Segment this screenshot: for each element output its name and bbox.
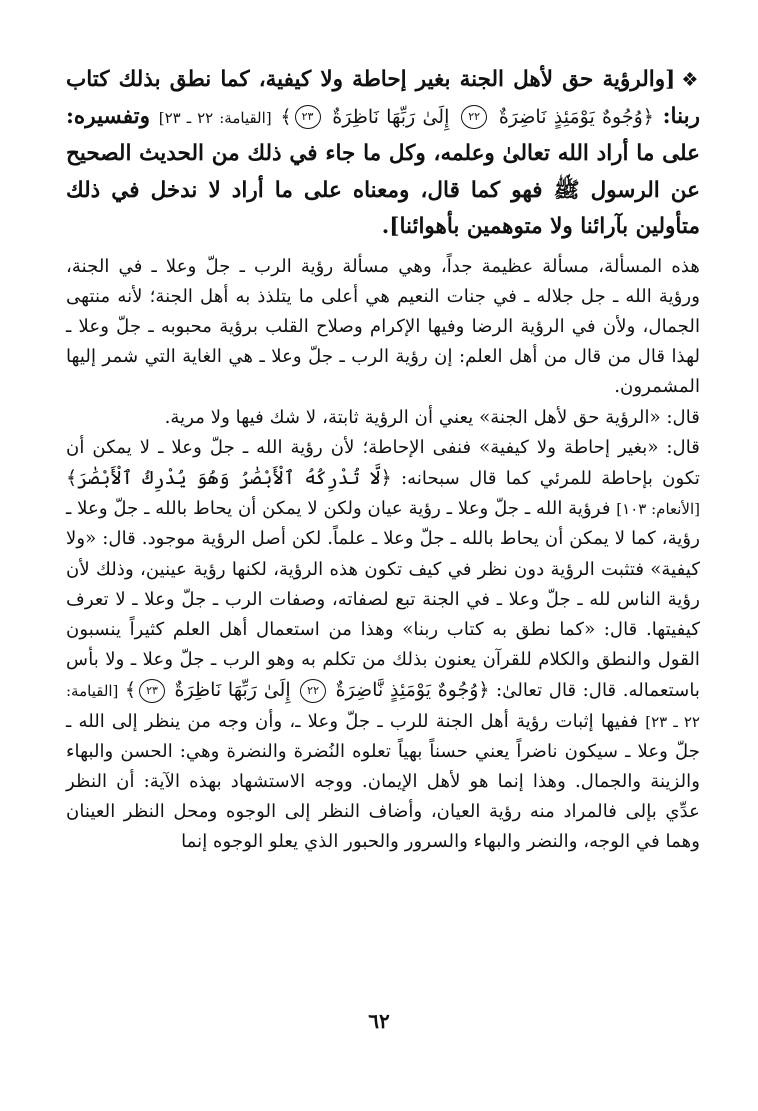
qiyamah-verse-part-1: ﴿وُجُوهٌ يَوْمَئِذٍ نَّاضِرَةٌ: [335, 679, 490, 702]
qiyamah-verse-close: ﴾: [124, 679, 137, 702]
verse-reference: [القيامة: ٢٢ ـ ٢٣]: [158, 108, 272, 127]
ayah-number-23: ٢٣: [295, 105, 321, 129]
anam-reference: [الأنعام: ١٠٣]: [616, 500, 700, 519]
verse-part-1: وُجُوهٌ يَوْمَئِذٍ نَاضِرَةٌ: [498, 105, 643, 128]
matn-text-2: وتفسيره: على ما أراد الله تعالىٰ وعلمه، وكل ما جاء في ذلك من الحديث الصحيح عن الرسول ﷺ فهو كما قال، ومعناه على ما أراد لا ندخل في ذلك متأولين بآرائنا ولا متوهمين بأهوائنا].: [66, 103, 700, 239]
ayah-number-22: ٢٢: [461, 105, 487, 129]
ayah-number-22-body: ٢٢: [300, 679, 326, 703]
bullet-icon: ❖: [681, 69, 700, 91]
paragraph-2: قال: «الرؤية حق لأهل الجنة» يعني أن الرؤية ثابتة، لا شك فيها ولا مرية.: [164, 406, 700, 428]
qiyamah-reference: [القيامة: ٢٢ ـ ٢٣]: [66, 682, 700, 731]
verse-open-bracket: ﴿: [642, 105, 654, 128]
ayah-number-23-body: ٢٣: [139, 679, 165, 703]
verse-close-bracket: ﴾: [280, 105, 292, 128]
paragraph-3-part-c: ففيها إثبات رؤية أهل الجنة للرب ـ جلّ وعلا ـ، وأن وجه من ينظر إلى الله ـ جلّ وعلا ـ سيكون ناضراً يعني حسناً بهياً تعلوه النُضرة والنضرة وهي: الحسن والبهاء والزينة والجمال. وهذا إنما هو لأهل الإيمان. ووجه الاستشهاد بهذه الآية: أن النظر عدِّي بإلى فالمراد منه رؤية العيان، وأضاف النظر إلى الوجوه ومحل النظر العينان وهما في الوجه، والنضر والبهاء والسرور والحبور الذي يعلو الوجوه إنما: [66, 710, 700, 853]
paragraph-3: [66, 433, 700, 858]
paragraph-3-part-b: فرؤية الله ـ جلّ وعلا ـ رؤية عيان ولكن لا يمكن أن يحاط بالله ـ جلّ وعلا ـ رؤية، كما لا يمكن أن يحاط بالله ـ جلّ وعلا ـ علماً. لكن أصل الرؤية موجود. قال: «ولا كيفية» فتثبت الرؤية دون نظر في كيف تكون هذه الرؤية، لكنها رؤية عينين، وذلك لأن رؤية الناس لله ـ جلّ وعلا ـ في الجنة تبع لصفاته، وصفات الرب ـ جلّ وعلا ـ لا تعرف كيفيتها. قال: «كما نطق به كتاب ربنا» وهذا من استعمال أهل العلم كثيراً ينسبون القول والنطق والكلام للقرآن يعنون بذلك من تكلم به وهو الرب ـ جلّ وعلا ـ ولا بأس باستعماله. قال: قال تعالىٰ:: [66, 498, 700, 702]
paragraph-1: هذه المسألة، مسألة عظيمة جداً، وهي مسألة رؤية الرب ـ جلّ وعلا ـ في الجنة، ورؤية الله ـ جل جلاله ـ في جنات النعيم هي أعلى ما يتلذذ به أهل الجنة؛ لأنه منتهى الجمال، ولأن في الرؤية الرضا وفيها الإكرام وصلاح القلب برؤية محبوبه ـ جلّ وعلا ـ لهذا قال من قال من أهل العلم: إن رؤية الرب ـ جلّ وعلا ـ هي الغاية التي شمر إليها المشمرون.: [66, 255, 700, 398]
matn-text-1: [والرؤية حق لأهل الجنة بغير إحاطة ولا كيفية، كما نطق بذلك كتاب ربنا:: [66, 67, 700, 129]
qiyamah-verse-part-2: إِلَىٰ رَبِّهَا نَاظِرَةٌ: [174, 679, 291, 702]
verse-part-2: إِلَىٰ رَبِّهَا نَاظِرَةٌ: [332, 105, 450, 128]
paragraph-3-part-a: قال: «بغير إحاطة ولا كيفية» فنفى الإحاطة؛ لأن رؤية الله ـ جلّ وعلا ـ لا يمكن أن تكون بإحاطة للمرئي كما قال سبحانه:: [66, 436, 700, 489]
anam-verse: ﴿لَّا تُدْرِكُهُ ٱلْأَبْصَٰرُ وَهُوَ يُدْرِكُ ٱلْأَبْصَٰرَ﴾: [66, 466, 392, 489]
page-number: ٦٢: [368, 1009, 390, 1033]
page-content: [66, 62, 700, 858]
matn-heading: [66, 62, 700, 246]
